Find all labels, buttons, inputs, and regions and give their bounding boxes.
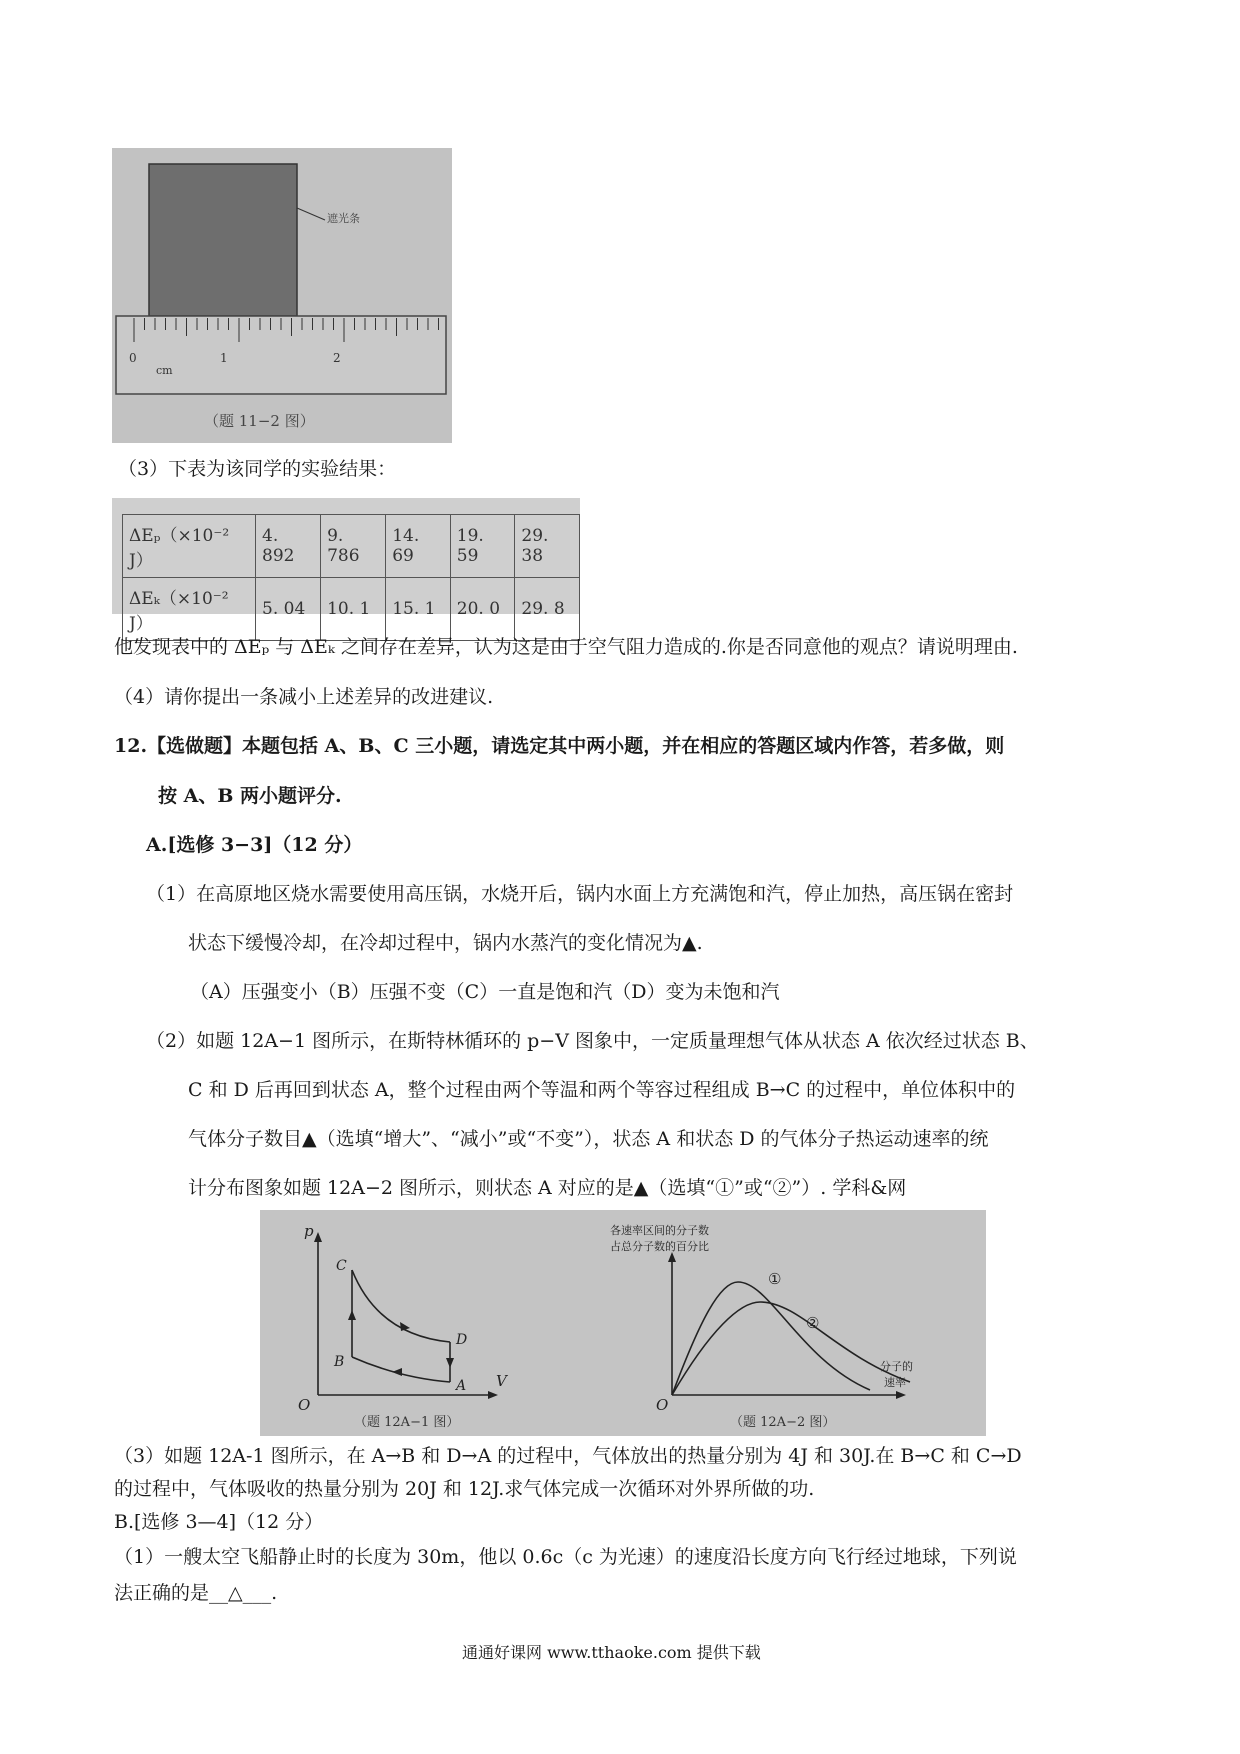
table-cell: 19. 59 [450,515,515,578]
q11-part3-question: 他发现表中的 ΔEₚ 与 ΔEₖ 之间存在差异，认为这是由于空气阻力造成的.你是否同意他的观点？请说明理由. [114,636,1018,658]
point-a-label: A [456,1378,467,1394]
q12-A2-line2: C 和 D 后再回到状态 A，整个过程由两个等温和两个等容过程组成 B→C 的过程中，单位体积中的 [188,1079,1016,1101]
q12-B-title: B.[选修 3—4]（12 分） [114,1511,324,1533]
q12-A2-line4: 计分布图象如题 12A−2 图所示，则状态 A 对应的是▲（选填“①”或“②”）. 学科&网 [188,1177,907,1199]
distribution-ylabel-line1: 各速率区间的分子数 [610,1224,709,1237]
q12-A3-line2: 的过程中，气体吸收的热量分别为 20J 和 12J.求气体完成一次循环对外界所做的功. [114,1478,815,1500]
q12-B1-line2: 法正确的是__△___. [114,1582,278,1604]
point-d-label: D [456,1332,468,1348]
ruler-number-1: 1 [220,351,228,365]
results-table-photo [112,498,580,634]
table-cell: 9. 786 [321,515,386,578]
label-leader-line [297,208,325,220]
curve-2-label: ② [806,1314,820,1332]
table-cell: 20. 0 [450,578,515,641]
row-label-ek: ΔEₖ（×10⁻² J） [123,578,256,641]
curve-2 [672,1302,910,1395]
arrow-c-d [400,1322,410,1331]
distribution-xlabel-line2: 速率 [884,1376,906,1389]
q11-part3-intro: （3）下表为该同学的实验结果： [118,458,397,480]
table-cell: 29. 8 [515,578,580,641]
point-c-label: C [336,1258,347,1274]
distribution-y-axis-arrow [668,1252,676,1262]
point-b-label: B [334,1354,345,1370]
table-cell: 29. 38 [515,515,580,578]
figures-12A-drawing [260,1210,986,1436]
arrow-a-b [392,1368,402,1376]
process-c-d [352,1270,450,1342]
ruler-unit: cm [156,364,173,377]
row-label-ep: ΔEₚ（×10⁻² J） [123,515,256,578]
figure-11-2 [112,148,452,443]
arrow-d-a [446,1358,454,1368]
table-row [123,515,580,578]
shading-strip [149,164,297,316]
q12-A-title: A.[选修 3−3]（12 分） [146,834,363,856]
table-row [123,578,580,641]
q12-header-line1: 12.【选做题】本题包括 A、B、C 三小题，请选定其中两小题，并在相应的答题区域内作答，若多做，则 [114,735,1005,757]
q12-A1-line1: （1）在高原地区烧水需要使用高压锅，水烧开后，锅内水面上方充满饱和汽，停止加热，高压锅在密封 [146,883,1014,905]
q12-A2-line1: （2）如题 12A−1 图所示，在斯特林循环的 p−V 图象中，一定质量理想气体从状态 A 依次经过状态 B、 [146,1030,1039,1052]
arrow-b-c [348,1310,356,1320]
p-axis-label: p [304,1222,314,1240]
q12-B1-line1: （1）一艘太空飞船静止时的长度为 30m，他以 0.6c（c 为光速）的速度沿长度方向飞行经过地球，下列说 [114,1546,1017,1568]
v-axis-arrow [488,1391,498,1399]
distribution-x-axis-arrow [896,1391,906,1399]
pv-diagram [298,1222,509,1430]
figure-12A2-caption: （题 12A−2 图） [730,1415,836,1430]
figure-11-2-drawing [112,148,452,443]
table-cell: 4. 892 [256,515,321,578]
curve-1 [672,1282,870,1395]
table-cell: 14. 69 [386,515,451,578]
table-cell: 15. 1 [386,578,451,641]
ruler-number-0: 0 [129,351,137,365]
results-table [122,514,580,641]
figure-12A1-caption: （题 12A−1 图） [354,1415,460,1430]
q12-A1-line2: 状态下缓慢冷却，在冷却过程中，锅内水蒸汽的变化情况为▲. [188,932,703,954]
table-cell: 5. 04 [256,578,321,641]
curve-1-label: ① [768,1270,782,1288]
page-footer: 通通好课网 www.tthaoke.com 提供下载 [462,1643,761,1662]
figure-11-2-caption: （题 11−2 图） [204,412,315,430]
origin-label-1: O [298,1396,311,1414]
distribution-ylabel-line2: 占总分子数的百分比 [610,1240,709,1253]
p-axis-arrow [314,1232,322,1242]
speed-distribution-diagram [610,1223,913,1430]
table-cell: 10. 1 [321,578,386,641]
figures-12A [260,1210,986,1436]
distribution-xlabel-line1: 分子的 [880,1360,913,1373]
ruler-number-2: 2 [333,351,341,365]
q12-A2-line3: 气体分子数目▲（选填“增大”、“减小”或“不变”），状态 A 和状态 D 的气体分子热运动速率的统 [188,1128,989,1150]
q12-A3-line1: （3）如题 12A-1 图所示，在 A→B 和 D→A 的过程中，气体放出的热量分别为 4J 和 30J.在 B→C 和 C→D [114,1445,1022,1467]
origin-label-2: O [656,1396,669,1414]
q12-header-line2: 按 A、B 两小题评分. [158,785,342,807]
v-axis-label: V [496,1372,507,1390]
shading-strip-label: 遮光条 [327,212,360,225]
q11-part4: （4）请你提出一条减小上述差异的改进建议. [114,686,494,708]
q12-A1-options: （A）压强变小（B）压强不变（C）一直是饱和汽（D）变为未饱和汽 [190,981,780,1003]
